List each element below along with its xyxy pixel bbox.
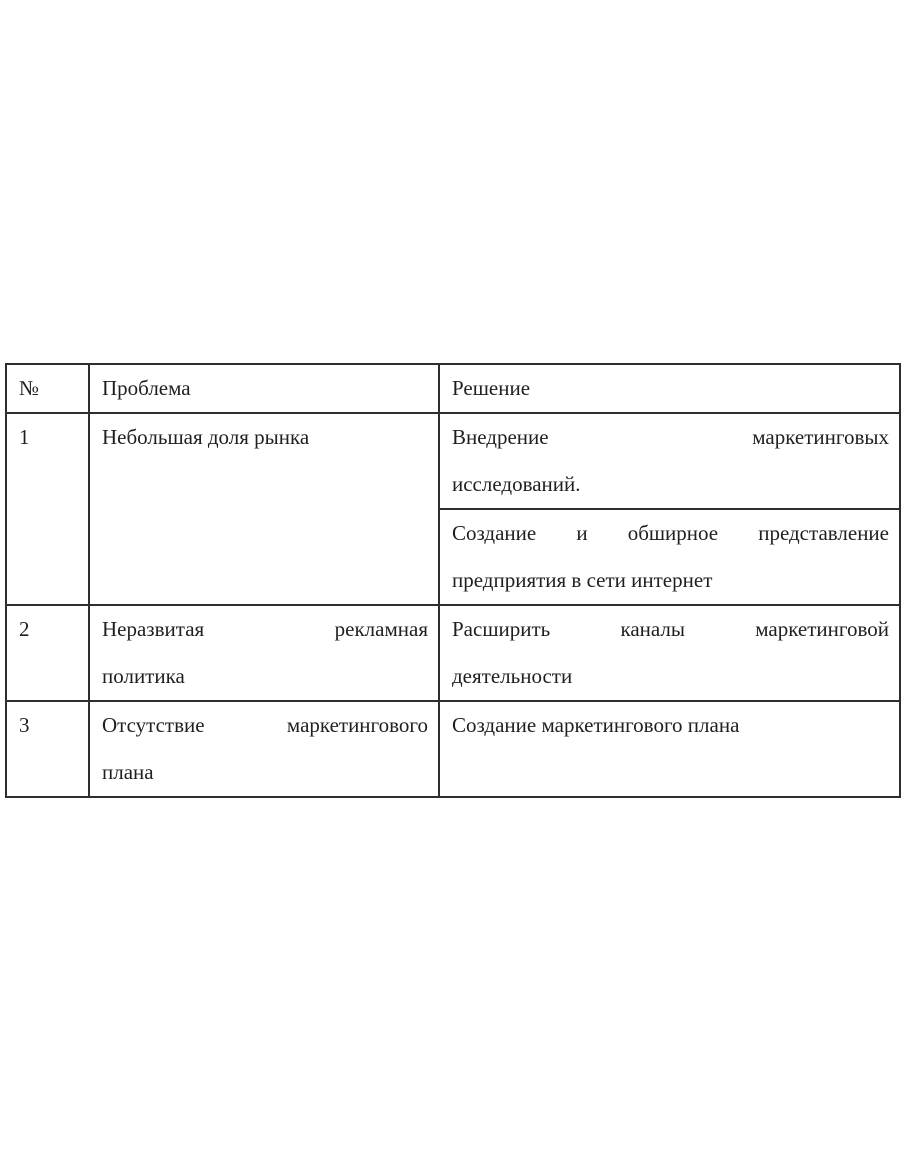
- solution-text-line: деятельности: [452, 664, 573, 688]
- problem-text-line: политика: [102, 664, 185, 688]
- row2-number-cell: [6, 605, 89, 701]
- problem-solution-table: [5, 363, 901, 798]
- table-row: [6, 413, 900, 509]
- solution-text-line: Создание и обширное представление: [452, 521, 889, 545]
- header-problem-label: Проблема: [102, 376, 191, 400]
- row1-number-cell: [6, 413, 89, 605]
- solution-text-line: Расширить каналы маркетинговой: [452, 617, 889, 641]
- row-number: 3: [19, 713, 30, 737]
- solution-text-line: Создание маркетингового плана: [452, 713, 740, 737]
- table-row: [6, 605, 900, 701]
- row3-number-cell: [6, 701, 89, 797]
- header-number-label: №: [19, 376, 40, 400]
- table-row: [6, 701, 900, 797]
- row2-problem-cell: [89, 605, 439, 701]
- solution-text-line: исследований.: [452, 472, 581, 496]
- row1-solution-cell-2: [439, 509, 900, 605]
- table-header-row: [6, 364, 900, 413]
- row1-problem-cell: [89, 413, 439, 605]
- row-number: 2: [19, 617, 30, 641]
- header-cell-number: [6, 364, 89, 413]
- header-cell-solution: [439, 364, 900, 413]
- row-number: 1: [19, 425, 30, 449]
- row1-solution-cell-1: [439, 413, 900, 509]
- header-cell-problem: [89, 364, 439, 413]
- solution-text-line: Внедрение маркетинговых: [452, 425, 889, 449]
- problem-text-line: Отсутствие маркетингового: [102, 713, 428, 737]
- row2-solution-cell: [439, 605, 900, 701]
- solution-text-line: предприятия в сети интернет: [452, 568, 713, 592]
- row3-problem-cell: [89, 701, 439, 797]
- problem-text-line: плана: [102, 760, 154, 784]
- header-solution-label: Решение: [452, 376, 531, 400]
- problem-text-line: Небольшая доля рынка: [102, 425, 310, 449]
- row3-solution-cell: [439, 701, 900, 797]
- problem-text-line: Неразвитая рекламная: [102, 617, 428, 641]
